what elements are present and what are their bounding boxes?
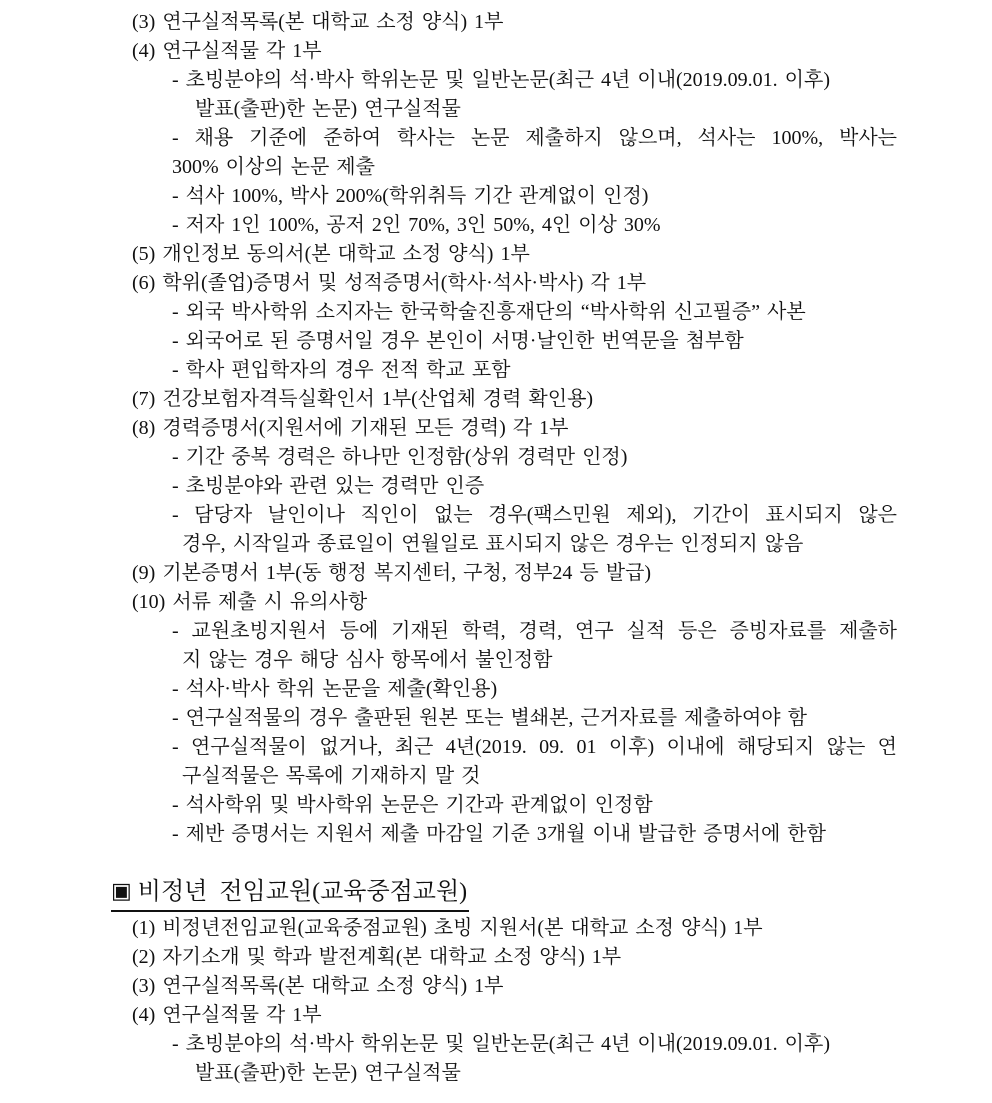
section-heading-title: 비정년 전임교원(교육중점교원) — [137, 879, 468, 905]
note-line: - 초빙분야의 석·박사 학위논문 및 일반논문(최근 4년 이내(2019.09.01. 이후) — [172, 1033, 830, 1055]
note-line: - 석사학위 및 박사학위 논문은 기간과 관계없이 인정함 — [172, 794, 653, 816]
list-item — [0, 559, 992, 588]
item-number: (4) — [132, 1004, 156, 1026]
item-number: (2) — [132, 946, 156, 968]
note-line: - 연구실적물이 없거나, 최근 4년(2019. 09. 01 이후) 이내에 해당되지 않는 연 — [172, 736, 897, 758]
item-label: 연구실적물 각 1부 — [162, 40, 322, 62]
note-line: - 초빙분야의 석·박사 학위논문 및 일반논문(최근 4년 이내(2019.09.01. 이후) — [172, 69, 830, 91]
note-line: - 외국 박사학위 소지자는 한국학술진흥재단의 “박사학위 신고필증” 사본 — [172, 301, 806, 323]
note-line: - 제반 증명서는 지원서 제출 마감일 기준 3개월 이내 발급한 증명서에 한함 — [172, 823, 826, 845]
item-number: (5) — [132, 243, 156, 265]
item-label: 경력증명서(지원서에 기재된 모든 경력) 각 1부 — [162, 417, 569, 439]
item-label: 연구실적목록(본 대학교 소정 양식) 1부 — [162, 975, 504, 997]
note-continuation: 구실적물은 목록에 기재하지 말 것 — [182, 765, 481, 787]
note-line: - 석사 100%, 박사 200%(학위취득 기간 관계없이 인정) — [172, 185, 649, 207]
item-label: 자기소개 및 학과 발전계획(본 대학교 소정 양식) 1부 — [162, 946, 622, 968]
list-item — [0, 1001, 992, 1030]
note-line: - 기간 중복 경력은 하나만 인정함(상위 경력만 인정) — [172, 446, 628, 468]
list-item — [0, 588, 992, 617]
list-item — [0, 8, 992, 37]
item-number: (3) — [132, 975, 156, 997]
note-continuation: 경우, 시작일과 종료일이 연월일로 표시되지 않은 경우는 인정되지 않음 — [182, 533, 804, 555]
note-line: - 연구실적물의 경우 출판된 원본 또는 별쇄본, 근거자료를 제출하여야 함 — [172, 707, 807, 729]
note-continuation: 300% 이상의 논문 제출 — [172, 156, 375, 178]
note-continuation: 발표(출판)한 논문) 연구실적물 — [195, 98, 461, 120]
note-line: - 석사·박사 학위 논문을 제출(확인용) — [172, 678, 498, 700]
item-number: (4) — [132, 40, 156, 62]
lower-section — [0, 914, 992, 1088]
note-continuation: 발표(출판)한 논문) 연구실적물 — [195, 1062, 461, 1084]
list-item — [0, 385, 992, 414]
list-item — [0, 269, 992, 298]
item-number: (9) — [132, 562, 156, 584]
list-item — [0, 240, 992, 269]
list-item — [0, 914, 992, 943]
item-label: 기본증명서 1부(동 행정 복지센터, 구청, 정부24 등 발급) — [162, 562, 652, 584]
item-number: (6) — [132, 272, 156, 294]
note-line: - 채용 기준에 준하여 학사는 논문 제출하지 않으며, 석사는 100%, 박사는 — [172, 127, 897, 149]
item-number: (8) — [132, 417, 156, 439]
upper-section — [0, 8, 992, 849]
item-label: 건강보험자격득실확인서 1부(산업체 경력 확인용) — [162, 388, 594, 410]
item-label: 연구실적목록(본 대학교 소정 양식) 1부 — [162, 11, 504, 33]
note-line: - 학사 편입학자의 경우 전적 학교 포함 — [172, 359, 511, 381]
item-label: 개인정보 동의서(본 대학교 소정 양식) 1부 — [162, 243, 530, 265]
note-line: - 초빙분야와 관련 있는 경력만 인증 — [172, 475, 485, 497]
item-number: (7) — [132, 388, 156, 410]
note-line: - 담당자 날인이나 직인이 없는 경우(팩스민원 제외), 기간이 표시되지 않은 — [172, 504, 897, 526]
item-number: (10) — [132, 591, 166, 613]
note-line: - 교원초빙지원서 등에 기재된 학력, 경력, 연구 실적 등은 증빙자료를 제출하 — [172, 620, 897, 642]
note-line: - 저자 1인 100%, 공저 2인 70%, 3인 50%, 4인 이상 30% — [172, 214, 661, 236]
list-item — [0, 943, 992, 972]
list-item — [0, 414, 992, 443]
section-heading-text — [111, 874, 469, 912]
item-number: (1) — [132, 917, 156, 939]
item-number: (3) — [132, 11, 156, 33]
item-label: 비정년전임교원(교육중점교원) 초빙 지원서(본 대학교 소정 양식) 1부 — [162, 917, 763, 939]
list-item — [0, 972, 992, 1001]
note-continuation: 지 않는 경우 해당 심사 항목에서 불인정함 — [182, 649, 553, 671]
list-item — [0, 37, 992, 66]
note-line: - 외국어로 된 증명서일 경우 본인이 서명·날인한 번역문을 첨부함 — [172, 330, 744, 352]
square-marker-icon: ▣ — [111, 879, 132, 904]
item-label: 서류 제출 시 유의사항 — [172, 591, 368, 613]
item-label: 학위(졸업)증명서 및 성적증명서(학사·석사·박사) 각 1부 — [162, 272, 647, 294]
item-label: 연구실적물 각 1부 — [162, 1004, 322, 1026]
section-heading — [0, 871, 992, 914]
